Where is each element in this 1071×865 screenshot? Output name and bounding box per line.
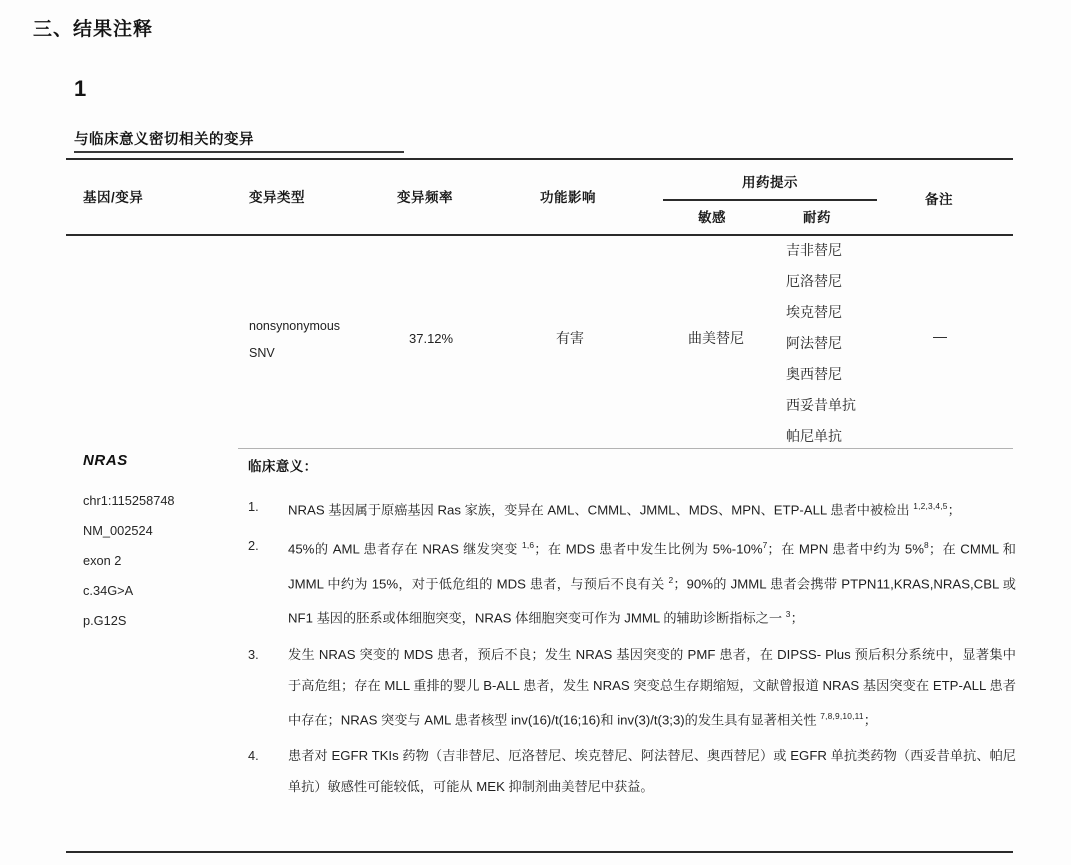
- citation-superscript: 3: [785, 609, 791, 620]
- gene-exon: exon 2: [83, 553, 122, 568]
- clinical-significance-item-text: 发生 NRAS 突变的 MDS 患者，预后不良；发生 NRAS 基因突变的 PMF 患者，在 DIPSS- Plus 预后积分系统中，显著集中于高危组；存在 MLL 重排的婴儿 B-ALL 患者，发生 NRAS 突变总生存期缩短，文献曾报道 NRAS 基因突变在 ETP-ALL 患者中存在；NRAS 突变与 AML 患者核型 inv(16)/t(16;16)和 inv(3)/t(3;3)的发生具有显著相关性 $^{7,8,9,10,11}$；: [288, 646, 1016, 727]
- column-header-sensitive: 敏感: [698, 210, 726, 225]
- table-top-border: [66, 158, 1013, 160]
- citation-superscript: 7: [762, 540, 768, 551]
- clinical-significance-item: [248, 740, 1016, 802]
- gene-cdna-change: c.34G>A: [83, 583, 134, 598]
- cell-sensitive-drug: 曲美替尼: [688, 330, 744, 346]
- gene-name: NRAS: [83, 452, 128, 469]
- table-bottom-border: [66, 851, 1013, 853]
- clinical-significance-item-number: 4.: [248, 747, 259, 763]
- gene-position: chr1:115258748: [83, 493, 175, 508]
- gene-info-block: [83, 452, 233, 636]
- column-header-variant-type: 变异类型: [249, 190, 305, 205]
- clinical-significance-item-number: 2.: [248, 538, 259, 554]
- column-header-functional-impact: 功能影响: [540, 190, 596, 205]
- resistant-drug-list: [786, 235, 906, 452]
- page-title: 与临床意义密切相关的变异: [74, 132, 254, 148]
- cell-variant-type: [249, 313, 340, 367]
- variant-type-line-2: SNV: [249, 346, 275, 360]
- resistant-drug-item: 埃克替尼: [786, 304, 842, 320]
- clinical-significance-item: [248, 491, 1016, 525]
- column-header-drug-hint: 用药提示: [742, 175, 798, 190]
- clinical-significance-item-number: 3.: [248, 646, 259, 662]
- citation-superscript: 7,8,9,10,11: [820, 710, 864, 721]
- cell-functional-impact: 有害: [556, 330, 584, 346]
- clinical-significance-item-number: 1.: [248, 499, 259, 514]
- clinical-significance-item-text: 患者对 EGFR TKIs 药物（吉非替尼、厄洛替尼、埃克替尼、阿法替尼、奥西替尼）或 EGFR 单抗类药物（西妥昔单抗、帕尼单抗）敏感性可能较低，可能从 MEK 抑制剂曲美替尼中获益。: [288, 747, 1016, 794]
- clinical-significance-item-text: 45%的 AML 患者存在 NRAS 继发突变 $^{1,6}$；在 MDS 患者中发生比例为 5%-10%$^7$；在 MPN 患者中约为 5%$^8$；在 CMML 和 JMML 中约为 15%，对于低危组的 MDS 患者，与预后不良有关 $^2$；90%的 JMML 患者会携带 PTPN11,KRAS,NRAS,CBL 或 NF1 基因的胚系或体细胞突变，NRAS 体细胞突变可作为 JMML 的辅助诊断指标之一 $^3$；: [288, 540, 1016, 626]
- citation-superscript: 2: [668, 574, 674, 585]
- clinical-significance-section: [248, 455, 1016, 807]
- column-header-gene-variant: 基因/变异: [83, 190, 144, 205]
- citation-superscript: 1,2,3,4,5: [913, 501, 948, 511]
- drug-hint-span-rule: [663, 199, 877, 201]
- subtitle-underline: [74, 151, 404, 153]
- cell-remark: —: [933, 328, 947, 344]
- citation-superscript: 1,6: [521, 540, 535, 551]
- cell-variant-frequency: 37.12%: [409, 331, 454, 346]
- clinical-significance-item: [248, 639, 1016, 735]
- variant-type-line-1: nonsynonymous: [249, 319, 341, 333]
- column-header-variant-frequency: 变异频率: [397, 190, 453, 205]
- gene-transcript: NM_002524: [83, 523, 153, 538]
- resistant-drug-item: 西妥昔单抗: [786, 397, 856, 413]
- clinical-significance-item-text: NRAS 基因属于原癌基因 Ras 家族，变异在 AML、CMML、JMML、MDS、MPN、ETP-ALL 患者中被检出 $^{1,2,3,4,5}$；: [288, 501, 961, 518]
- result-index: 1: [74, 76, 87, 101]
- resistant-drug-item: 奥西替尼: [786, 366, 842, 382]
- resistant-drug-item: 阿法替尼: [786, 335, 842, 351]
- section-heading: 三、结果注释: [33, 19, 154, 40]
- resistant-drug-item: 厄洛替尼: [786, 273, 842, 289]
- gene-protein-change: p.G12S: [83, 613, 127, 628]
- resistant-drug-item: 帕尼单抗: [786, 428, 842, 444]
- citation-superscript: 8: [923, 540, 929, 551]
- clinical-significance-list: [248, 491, 1016, 802]
- resistant-drug-item: 吉非替尼: [786, 242, 842, 258]
- column-header-remark: 备注: [925, 192, 953, 207]
- clinical-significance-item: [248, 530, 1016, 633]
- clinical-significance-title: 临床意义：: [248, 459, 318, 474]
- column-header-resistant: 耐药: [803, 210, 831, 225]
